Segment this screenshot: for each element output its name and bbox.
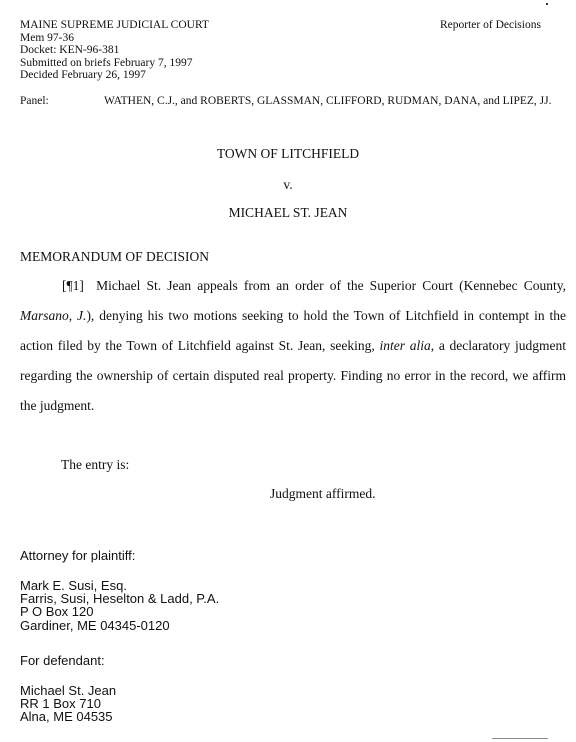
- caption-defendant: MICHAEL ST. JEAN: [228, 205, 348, 220]
- opinion-paragraph: [20, 271, 566, 421]
- entry-label: The entry is:: [61, 457, 130, 472]
- panel-judges: WATHEN, C.J., and ROBERTS, GLASSMAN, CLIFFORD, RUDMAN, DANA, and LIPEZ, JJ.: [104, 95, 552, 107]
- docket-number: Docket: KEN-96-381: [20, 44, 120, 57]
- inter-alia: inter alia: [379, 338, 431, 353]
- opinion-text-2: ), denying his two motions seeking to hold the Town of Litchfield in contempt in the action filed by the Town of Litchfield against St. Jean, seeking,: [20, 308, 567, 353]
- decided-date: Decided February 26, 1997: [20, 69, 146, 82]
- defendant-label: For defendant:: [20, 653, 105, 668]
- judgment-text: Judgment affirmed.: [270, 486, 376, 501]
- address-line: Alna, ME 04535: [20, 709, 113, 725]
- mem-number: Mem 97-36: [20, 31, 74, 44]
- paragraph-mark: [¶1]: [62, 278, 84, 293]
- address-line: Michael St. Jean: [20, 683, 117, 698]
- memorandum-title: MEMORANDUM OF DECISION: [20, 249, 210, 264]
- address-line: Gardiner, ME 04345-0120: [20, 617, 170, 633]
- opinion-text-1: Michael St. Jean appeals from an order of the Superior Court (Kennebec County,: [96, 278, 566, 293]
- scan-speck: [492, 738, 548, 739]
- caption-plaintiff: TOWN OF LITCHFIELD: [216, 146, 360, 161]
- address-line: Farris, Susi, Heselton & Ladd, P.A.: [20, 591, 220, 607]
- plaintiff-attorney-address: [20, 579, 219, 632]
- defendant-address: [20, 684, 116, 724]
- address-line: P O Box 120: [20, 604, 94, 620]
- caption-versus: v.: [283, 177, 293, 192]
- opinion-text-3: , a declaratory judgment regarding the ownership of certain disputed real property. Finding no error in the record, we affirm the judgment.: [20, 338, 567, 413]
- address-line: Mark E. Susi, Esq.: [20, 578, 127, 593]
- scan-speck: [546, 3, 548, 5]
- plaintiff-attorney-label: Attorney for plaintiff:: [20, 548, 136, 563]
- panel-label: Panel:: [20, 95, 49, 107]
- case-header: [20, 19, 209, 82]
- judge-name: Marsano, J.: [20, 308, 87, 323]
- court-name: MAINE SUPREME JUDICIAL COURT: [20, 19, 209, 31]
- address-line: RR 1 Box 710: [20, 696, 101, 712]
- reporter-label: Reporter of Decisions: [440, 19, 541, 31]
- submitted-date: Submitted on briefs February 7, 1997: [20, 56, 193, 69]
